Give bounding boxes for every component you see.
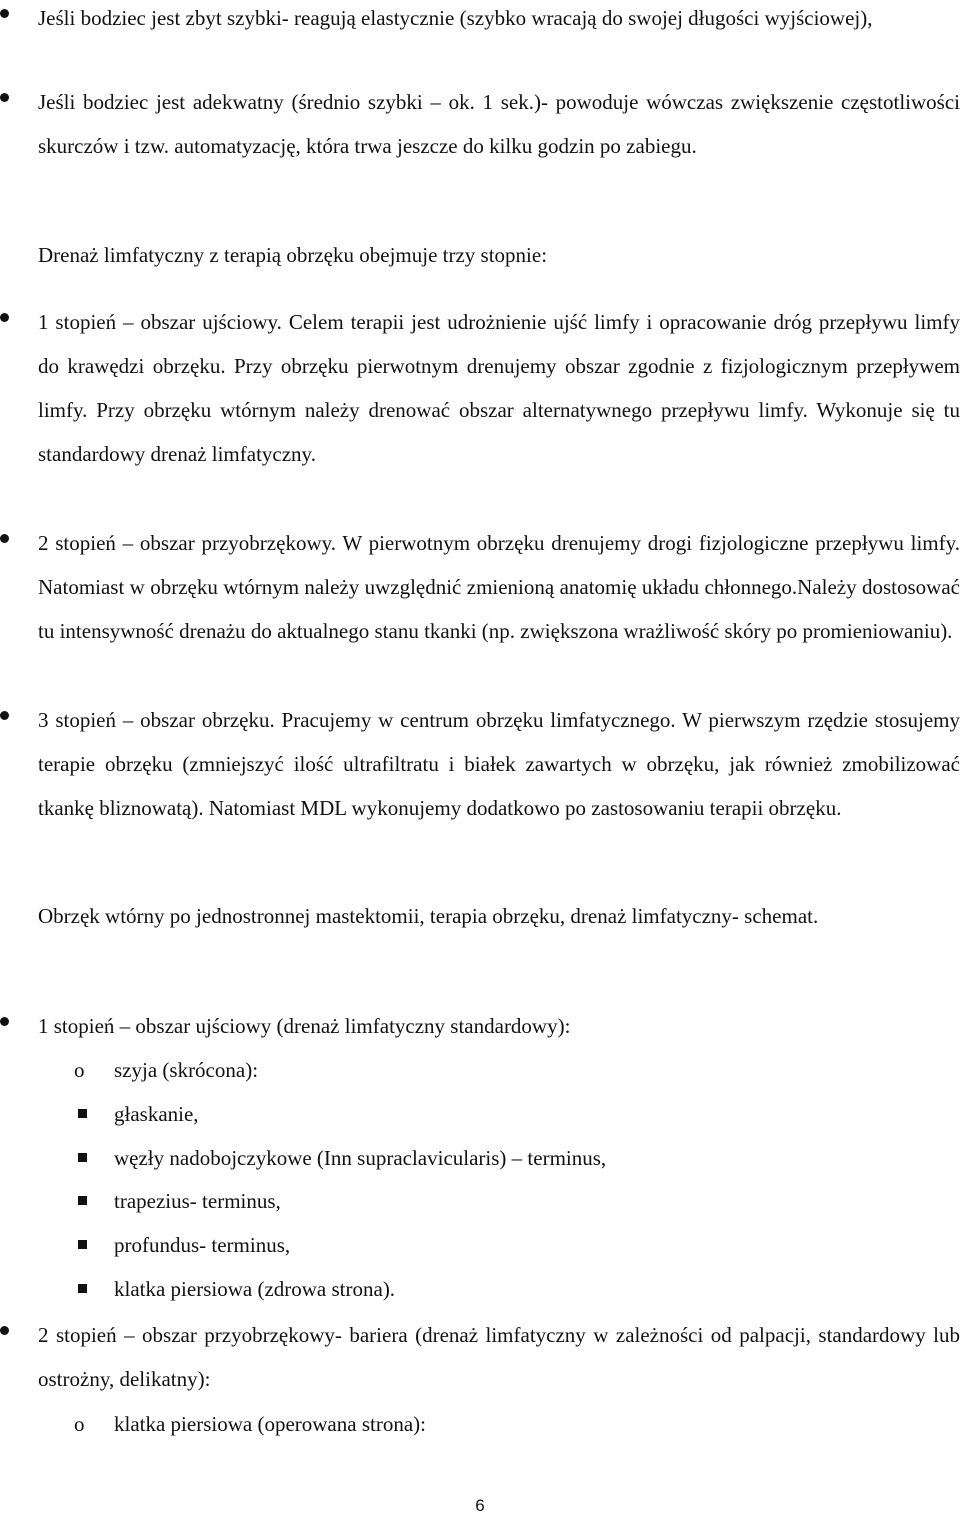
- schema-title: Obrzęk wtórny po jednostronnej mastektomii, terapia obrzęku, drenaż limfatyczny- schemat.: [38, 904, 819, 928]
- bullet-dot-icon: [0, 711, 9, 720]
- bullet-dot-icon: [0, 1017, 9, 1026]
- bullet-dot-icon: [0, 9, 9, 18]
- bullet-dot-icon: [0, 534, 9, 543]
- list-item: klatka piersiowa (zdrowa strona).: [114, 1277, 396, 1301]
- page-number: 6: [475, 1496, 485, 1515]
- subitem-label: szyja (skrócona):: [114, 1058, 259, 1082]
- subitem-label: klatka piersiowa (operowana strona):: [114, 1412, 426, 1436]
- list-item: głaskanie,: [114, 1102, 199, 1126]
- schema-stage-2-label: 2 stopień – obszar przyobrzękowy- bariera (drenaż limfatyczny w zależności od palpacji, standardowy lub ostrożny, delikatny):: [38, 1323, 960, 1391]
- schema-stage-1-label: 1 stopień – obszar ujściowy (drenaż limfatyczny standardowy):: [38, 1014, 571, 1038]
- bullet-text: Jeśli bodziec jest adekwatny (średnio szybki – ok. 1 sek.)- powoduje wówczas zwiększenie częstotliwości skurczów i tzw. automatyzację, która trwa jeszcze do kilku godzin po zabiegu.: [38, 90, 960, 158]
- square-bullet-icon: [78, 1196, 87, 1205]
- square-bullet-icon: [78, 1240, 87, 1249]
- stage-text: 1 stopień – obszar ujściowy. Celem terapii jest udrożnienie ujść limfy i opracowanie dróg przepływu limfy do krawędzi obrzęku. Przy obrzęku pierwotnym drenujemy obszar zgodnie z fizjologicznym przepływem limfy. Przy obrzęku wtórnym należy drenować obszar alternatywnego przepływu limfy. Wykonuje się tu standardowy drenaż limfatyczny.: [38, 310, 960, 466]
- bullet-dot-icon: [0, 93, 9, 102]
- stage-text: 2 stopień – obszar przyobrzękowy. W pierwotnym obrzęku drenujemy drogi fizjologiczne przepływu limfy. Natomiast w obrzęku wtórnym należy uwzględnić zmienioną anatomię układu chłonnego.Należy dostosować tu intensywność drenażu do aktualnego stanu tkanki (np. zwiększona wrażliwość skóry po promieniowaniu).: [38, 531, 960, 643]
- drainage-intro: Drenaż limfatyczny z terapią obrzęku obejmuje trzy stopnie:: [38, 243, 548, 267]
- list-item: węzły nadobojczykowe (Inn supraclavicularis) – terminus,: [114, 1146, 607, 1170]
- square-bullet-icon: [78, 1109, 87, 1118]
- circle-bullet-icon: o: [74, 1058, 85, 1082]
- square-bullet-icon: [78, 1284, 87, 1293]
- list-item: trapezius- terminus,: [114, 1189, 281, 1213]
- stage-text: 3 stopień – obszar obrzęku. Pracujemy w centrum obrzęku limfatycznego. W pierwszym rzędzie stosujemy terapie obrzęku (zmniejszyć ilość ultrafiltratu i białek zawartych w obrzęku, jak również zmobilizować tkankę bliznowatą). Natomiast MDL wykonujemy dodatkowo po zastosowaniu terapii obrzęku.: [38, 708, 960, 820]
- bullet-dot-icon: [0, 1326, 9, 1335]
- bullet-dot-icon: [0, 313, 9, 322]
- bullet-text: Jeśli bodziec jest zbyt szybki- reagują elastycznie (szybko wracają do swojej długości wyjściowej),: [38, 6, 873, 30]
- circle-bullet-icon: o: [74, 1412, 85, 1436]
- square-bullet-icon: [78, 1153, 87, 1162]
- list-item: profundus- terminus,: [114, 1233, 291, 1257]
